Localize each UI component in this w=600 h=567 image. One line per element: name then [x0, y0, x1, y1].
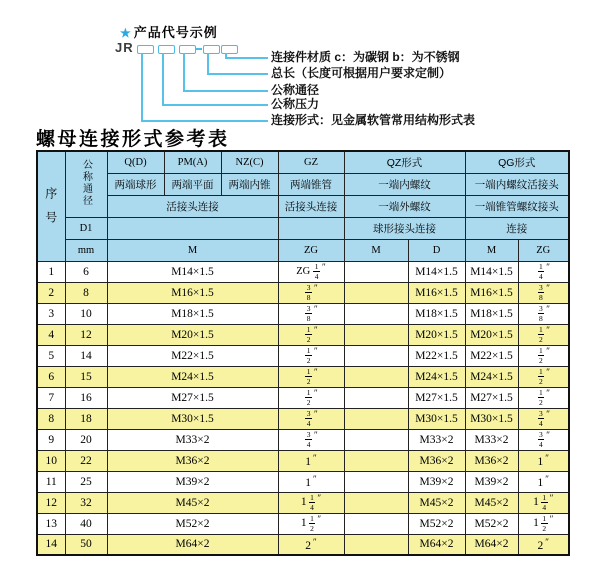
- table-row: [37, 513, 569, 534]
- header-col-gz: GZ: [278, 151, 344, 173]
- star-icon: ★: [120, 26, 132, 40]
- header-col-qg: QG形式: [465, 151, 569, 173]
- cell-m: M14×1.5: [107, 261, 278, 282]
- connector-line: [162, 104, 268, 106]
- connector-line: [207, 73, 268, 75]
- cell-qg_m: M39×2: [465, 471, 518, 492]
- cell-m: M52×2: [107, 513, 278, 534]
- cell-qz_d: M45×2: [408, 492, 465, 513]
- cell-no: 12: [37, 492, 65, 513]
- cell-gz: $\frac{3}{4}$ ″: [278, 408, 344, 429]
- header-col-nz: NZ(C): [221, 151, 278, 173]
- cell-qg_m: M36×2: [465, 450, 518, 471]
- table-row: [37, 387, 569, 408]
- cell-qz_d: M39×2: [408, 471, 465, 492]
- cell-dn: 10: [65, 303, 107, 324]
- cell-qg_zg: 1 $\frac{1}{4}$ ″: [518, 492, 569, 513]
- cell-qz_m: [344, 387, 408, 408]
- cell-m: M36×2: [107, 450, 278, 471]
- header-empty-qpmnz: [107, 217, 278, 239]
- cell-qz_d: M18×1.5: [408, 303, 465, 324]
- cell-qz_m: [344, 429, 408, 450]
- header-col-qz: QZ形式: [344, 151, 465, 173]
- header-unit-qz-d: D: [408, 239, 465, 261]
- cell-gz: 1 ″: [278, 450, 344, 471]
- cell-qg_m: M27×1.5: [465, 387, 518, 408]
- cell-qg_m: M18×1.5: [465, 303, 518, 324]
- cell-no: 13: [37, 513, 65, 534]
- cell-qg_m: M14×1.5: [465, 261, 518, 282]
- header-q-desc: 两端球形: [107, 173, 164, 195]
- connector-line: [141, 53, 143, 120]
- cell-qz_m: [344, 471, 408, 492]
- cell-gz: ZG $\frac{1}{4}$ ″: [278, 261, 344, 282]
- cell-qg_m: M16×1.5: [465, 282, 518, 303]
- cell-qz_d: M24×1.5: [408, 366, 465, 387]
- connector-line: [207, 53, 209, 73]
- cell-qg_zg: $\frac{1}{4}$ ″: [518, 261, 569, 282]
- code-label-connection: 连接形式：见金属软管常用结构形式表: [271, 113, 476, 127]
- cell-qg_m: M33×2: [465, 429, 518, 450]
- cell-no: 7: [37, 387, 65, 408]
- cell-qg_zg: $\frac{1}{2}$ ″: [518, 324, 569, 345]
- cell-no: 5: [37, 345, 65, 366]
- cell-dn: 50: [65, 534, 107, 555]
- table-row: [37, 534, 569, 555]
- cell-qz_d: M27×1.5: [408, 387, 465, 408]
- cell-dn: 6: [65, 261, 107, 282]
- table-header: [37, 151, 569, 261]
- cell-dn: 25: [65, 471, 107, 492]
- cell-qg_zg: $\frac{3}{8}$ ″: [518, 303, 569, 324]
- cell-m: M45×2: [107, 492, 278, 513]
- code-label-pressure: 公称压力: [271, 97, 320, 111]
- cell-qg_m: M24×1.5: [465, 366, 518, 387]
- cell-qg_m: M52×2: [465, 513, 518, 534]
- cell-no: 14: [37, 534, 65, 555]
- cell-no: 4: [37, 324, 65, 345]
- header-unit-qg-m: M: [465, 239, 518, 261]
- table-row: [37, 345, 569, 366]
- header-gz-desc: 两端锥管: [278, 173, 344, 195]
- code-box-1: [137, 45, 154, 54]
- cell-qg_zg: 1 ″: [518, 450, 569, 471]
- cell-dn: 22: [65, 450, 107, 471]
- cell-qg_zg: $\frac{3}{4}$ ″: [518, 408, 569, 429]
- table-row: [37, 303, 569, 324]
- cell-qz_d: M20×1.5: [408, 324, 465, 345]
- connector-line: [162, 53, 164, 104]
- cell-m: M64×2: [107, 534, 278, 555]
- table-row: [37, 471, 569, 492]
- cell-m: M22×1.5: [107, 345, 278, 366]
- cell-qz_d: M33×2: [408, 429, 465, 450]
- code-box-5: [221, 45, 238, 54]
- cell-qz_d: M30×1.5: [408, 408, 465, 429]
- cell-qz_m: [344, 513, 408, 534]
- cell-qz_m: [344, 450, 408, 471]
- header-gz-conn: 活接头连接: [278, 195, 344, 217]
- cell-qg_m: M64×2: [465, 534, 518, 555]
- header-unit-qz-m: M: [344, 239, 408, 261]
- header-qz-conn: 球形接头连接: [344, 217, 465, 239]
- cell-qg_zg: $\frac{1}{2}$ ″: [518, 387, 569, 408]
- cell-no: 3: [37, 303, 65, 324]
- cell-no: 2: [37, 282, 65, 303]
- table-row: [37, 492, 569, 513]
- header-unit-mm: mm: [65, 239, 107, 261]
- header-empty-gz: [278, 217, 344, 239]
- cell-qz_d: M16×1.5: [408, 282, 465, 303]
- header-unit-gz-zg: ZG: [278, 239, 344, 261]
- cell-m: M16×1.5: [107, 282, 278, 303]
- cell-qg_zg: $\frac{1}{2}$ ″: [518, 366, 569, 387]
- cell-gz: $\frac{3}{8}$ ″: [278, 303, 344, 324]
- cell-gz: $\frac{1}{2}$ ″: [278, 324, 344, 345]
- cell-no: 8: [37, 408, 65, 429]
- cell-gz: 1 $\frac{1}{4}$ ″: [278, 492, 344, 513]
- cell-qz_m: [344, 324, 408, 345]
- cell-dn: 40: [65, 513, 107, 534]
- cell-qg_zg: 2 ″: [518, 534, 569, 555]
- table-row: [37, 408, 569, 429]
- connector-line: [225, 57, 268, 59]
- code-label-diameter: 公称通径: [271, 83, 320, 97]
- header-col-pm: PM(A): [164, 151, 221, 173]
- cell-qz_m: [344, 492, 408, 513]
- cell-no: 11: [37, 471, 65, 492]
- cell-qz_m: [344, 408, 408, 429]
- cell-qz_m: [344, 534, 408, 555]
- cell-gz: $\frac{1}{2}$ ″: [278, 366, 344, 387]
- header-qg-desc2: 一端锥管螺纹接头: [465, 195, 569, 217]
- header-pm-desc: 两端平面: [164, 173, 221, 195]
- table-title: 螺母连接形式参考表: [36, 128, 230, 150]
- header-col-q: Q(D): [107, 151, 164, 173]
- cell-qg_zg: 1 $\frac{1}{2}$ ″: [518, 513, 569, 534]
- cell-qg_m: M45×2: [465, 492, 518, 513]
- cell-gz: 1 ″: [278, 471, 344, 492]
- header-unit-m: M: [107, 239, 278, 261]
- cell-no: 10: [37, 450, 65, 471]
- cell-qg_zg: 1 ″: [518, 471, 569, 492]
- cell-qz_d: M64×2: [408, 534, 465, 555]
- header-unit-qg-zg: ZG: [518, 239, 569, 261]
- code-box-2: [158, 45, 175, 54]
- cell-qz_m: [344, 261, 408, 282]
- diagram-heading: [120, 22, 218, 41]
- cell-qg_zg: $\frac{1}{2}$ ″: [518, 345, 569, 366]
- cell-qz_d: M22×1.5: [408, 345, 465, 366]
- cell-m: M24×1.5: [107, 366, 278, 387]
- cell-qz_m: [344, 303, 408, 324]
- header-nz-desc: 两端内锥: [221, 173, 278, 195]
- cell-no: 1: [37, 261, 65, 282]
- cell-m: M27×1.5: [107, 387, 278, 408]
- code-label-length: 总长（长度可根据用户要求定制）: [271, 66, 452, 80]
- cell-m: M20×1.5: [107, 324, 278, 345]
- table-row: [37, 366, 569, 387]
- code-box-3: [179, 45, 196, 54]
- cell-dn: 12: [65, 324, 107, 345]
- diagram-heading-text: 产品代号示例: [133, 25, 218, 40]
- table-body: [37, 261, 569, 555]
- cell-qg_m: M30×1.5: [465, 408, 518, 429]
- cell-dn: 20: [65, 429, 107, 450]
- cell-qz_m: [344, 366, 408, 387]
- cell-gz: $\frac{1}{2}$ ″: [278, 387, 344, 408]
- cell-m: M18×1.5: [107, 303, 278, 324]
- header-dn: 公称通径: [65, 151, 107, 217]
- cell-no: 9: [37, 429, 65, 450]
- cell-qg_zg: $\frac{3}{8}$ ″: [518, 282, 569, 303]
- cell-dn: 16: [65, 387, 107, 408]
- table-row: [37, 282, 569, 303]
- code-label-material: 连接件材质 c：为碳钢 b：为不锈钢: [271, 50, 460, 64]
- cell-m: M30×1.5: [107, 408, 278, 429]
- cell-qz_d: M14×1.5: [408, 261, 465, 282]
- header-d1: D1: [65, 217, 107, 239]
- cell-qg_m: M22×1.5: [465, 345, 518, 366]
- cell-gz: 2 ″: [278, 534, 344, 555]
- table-row: [37, 429, 569, 450]
- connector-line: [183, 53, 185, 90]
- code-separator-dash: [196, 48, 202, 50]
- code-box-4: [203, 45, 220, 54]
- cell-m: M39×2: [107, 471, 278, 492]
- cell-gz: $\frac{3}{4}$ ″: [278, 429, 344, 450]
- cell-dn: 15: [65, 366, 107, 387]
- cell-gz: $\frac{3}{8}$ ″: [278, 282, 344, 303]
- cell-dn: 18: [65, 408, 107, 429]
- cell-qz_m: [344, 345, 408, 366]
- cell-gz: 1 $\frac{1}{2}$ ″: [278, 513, 344, 534]
- header-qg-desc1: 一端内螺纹活接头: [465, 173, 569, 195]
- header-qg-conn: 连接: [465, 217, 569, 239]
- cell-gz: $\frac{1}{2}$ ″: [278, 345, 344, 366]
- header-qz-desc1: 一端内螺纹: [344, 173, 465, 195]
- cell-m: M33×2: [107, 429, 278, 450]
- table-row: [37, 324, 569, 345]
- nut-connection-table: [36, 150, 570, 556]
- cell-qg_m: M20×1.5: [465, 324, 518, 345]
- table-row: [37, 261, 569, 282]
- cell-qg_zg: $\frac{3}{4}$ ″: [518, 429, 569, 450]
- cell-no: 6: [37, 366, 65, 387]
- table-row: [37, 450, 569, 471]
- cell-dn: 8: [65, 282, 107, 303]
- connector-line: [141, 120, 268, 122]
- header-qz-desc2: 一端外螺纹: [344, 195, 465, 217]
- cell-dn: 32: [65, 492, 107, 513]
- cell-qz_m: [344, 282, 408, 303]
- connector-line: [183, 90, 268, 92]
- code-prefix: JR: [115, 40, 134, 55]
- cell-qz_d: M52×2: [408, 513, 465, 534]
- cell-qz_d: M36×2: [408, 450, 465, 471]
- header-seq: 序号: [37, 151, 65, 261]
- cell-dn: 14: [65, 345, 107, 366]
- header-qpmnz-conn: 活接头连接: [107, 195, 278, 217]
